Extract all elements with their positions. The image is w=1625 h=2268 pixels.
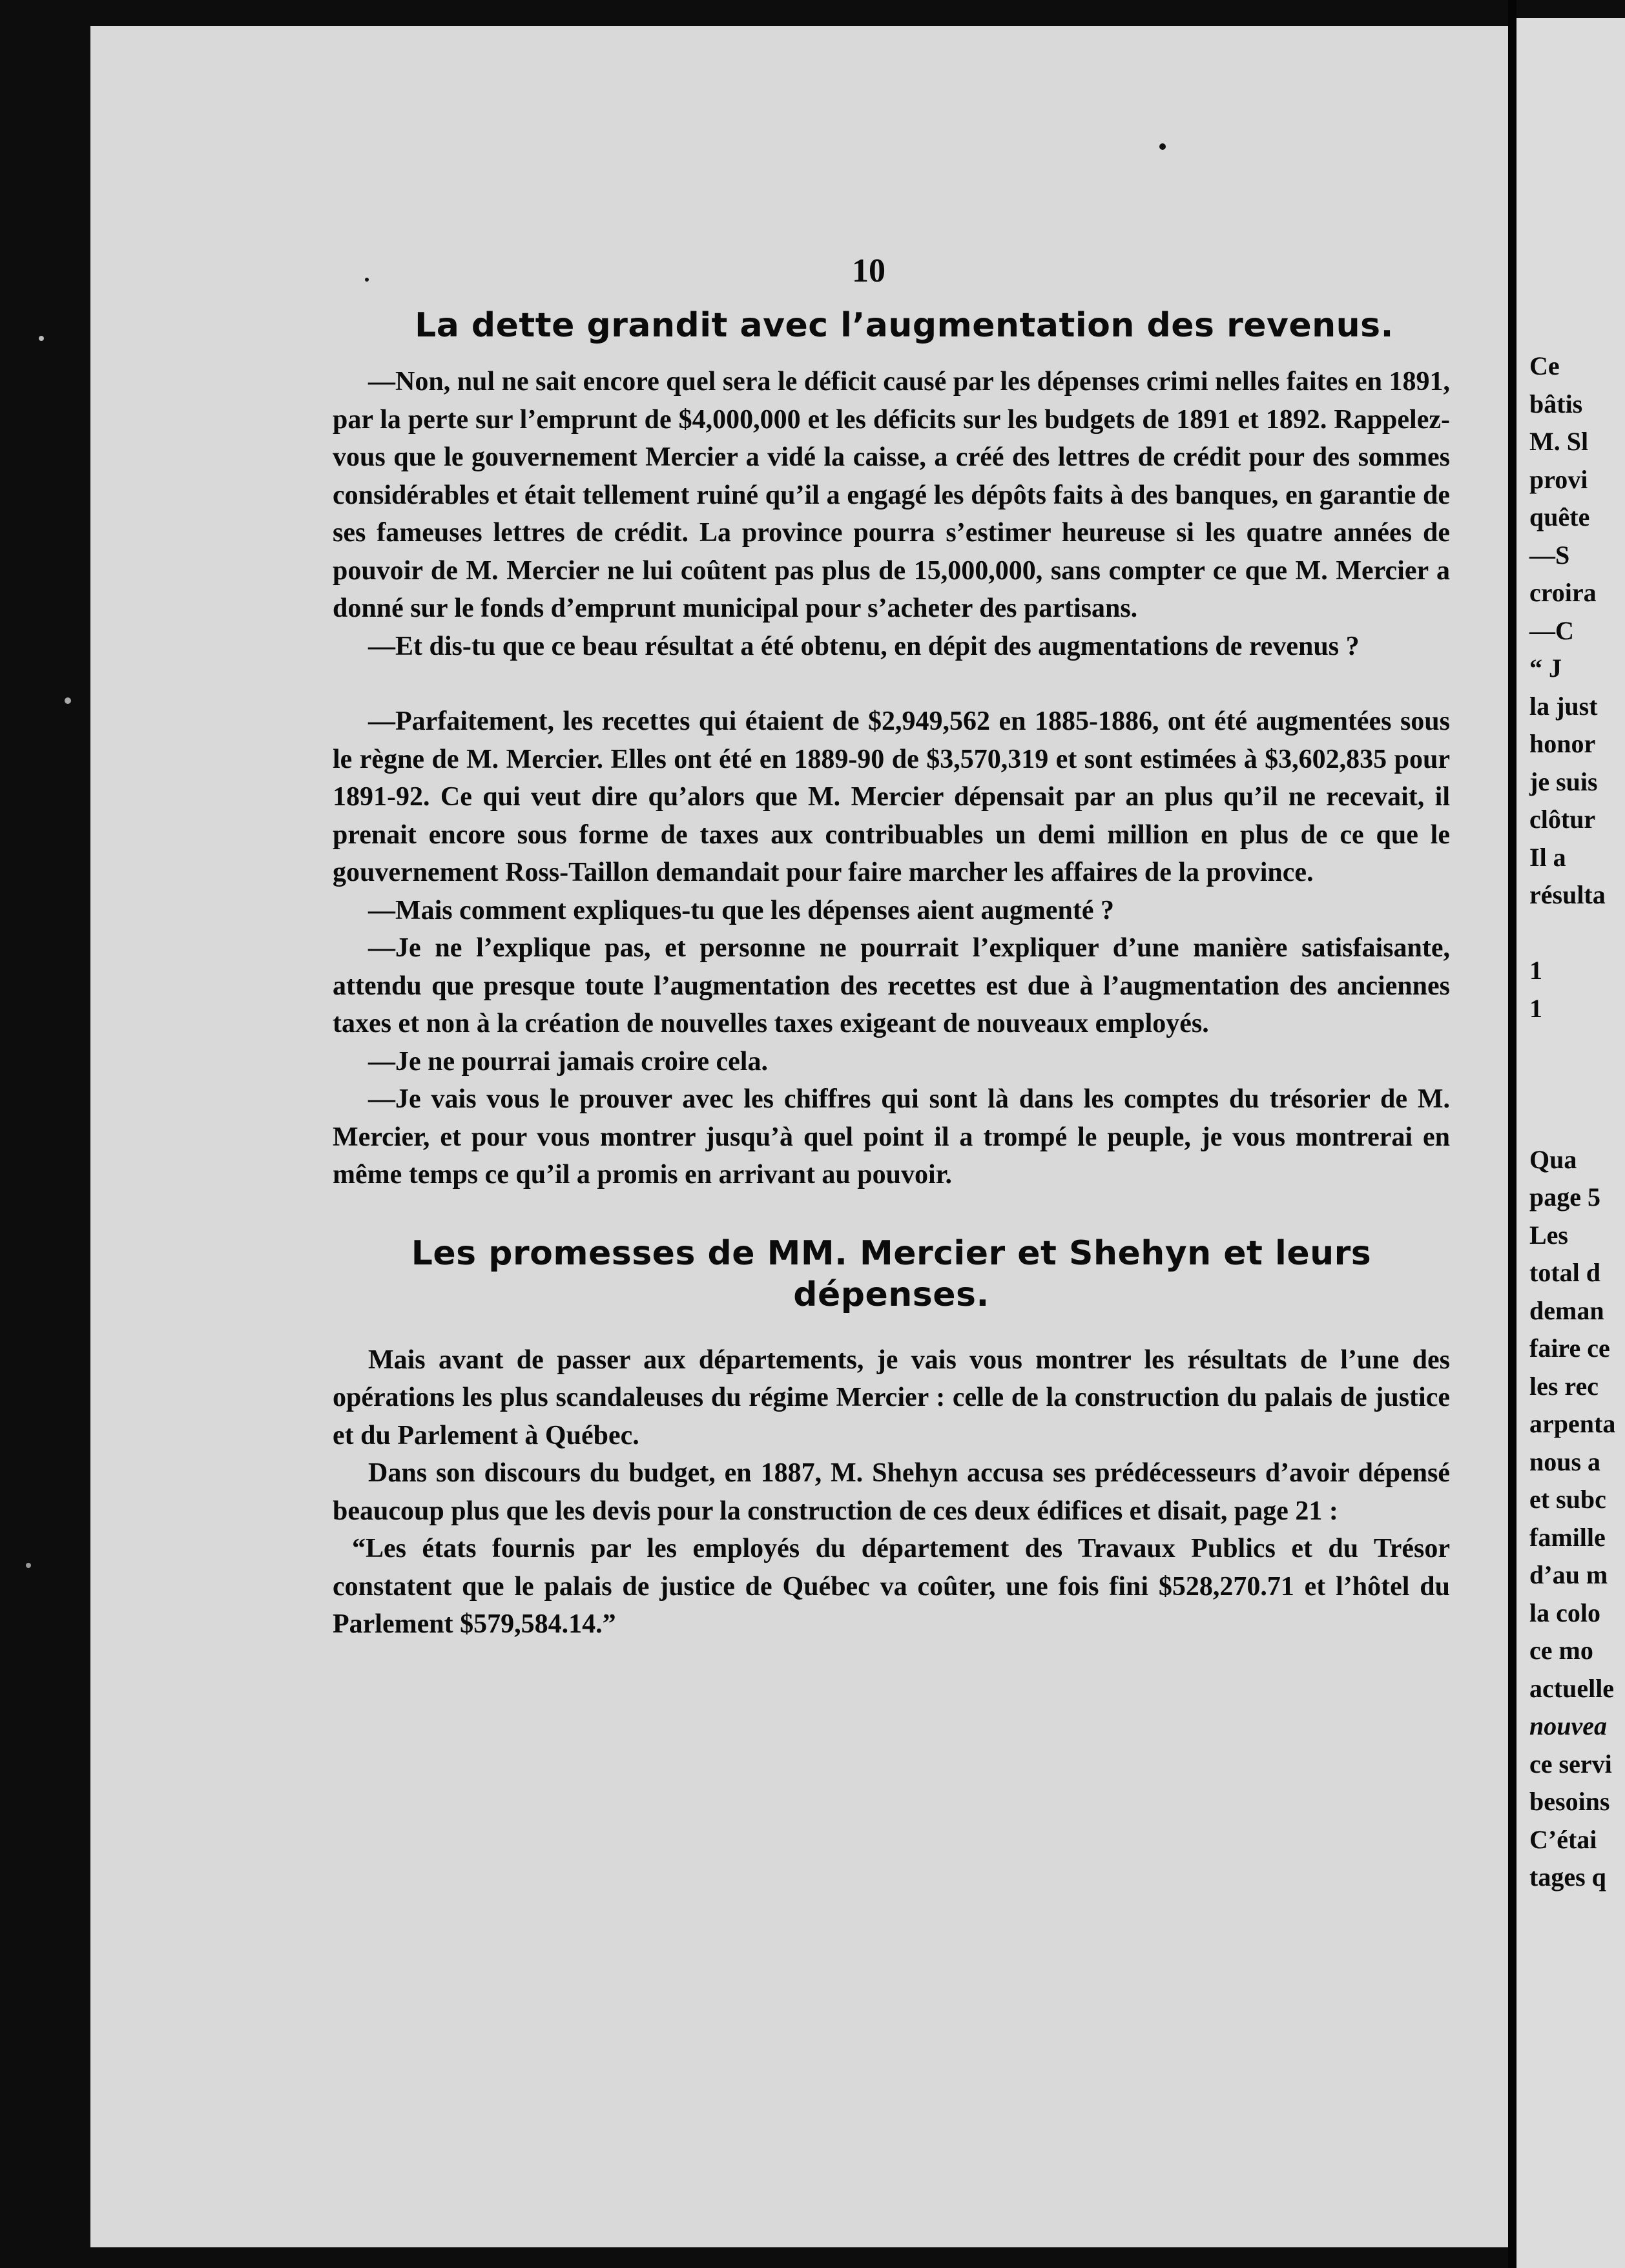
dust-speck [39, 336, 44, 341]
paragraph: —Et dis-tu que ce beau résultat a été obtenu, en dépit des augmentations de revenus ? [368, 631, 1360, 661]
dust-speck [65, 697, 71, 704]
dust-speck [26, 1563, 31, 1568]
adjacent-page-fragment: actuelle [1529, 1673, 1615, 1703]
adjacent-page-fragment: la colo [1529, 1598, 1600, 1627]
adjacent-page-fragment: Les [1529, 1220, 1568, 1250]
adjacent-page-fragment: C’étai [1529, 1824, 1597, 1854]
adjacent-page-fragment: arpenta [1529, 1409, 1616, 1438]
adjacent-page-fragment: ce servi [1529, 1749, 1612, 1778]
adjacent-page-fragment: tages q [1529, 1862, 1606, 1892]
adjacent-page-fragment: M. Sl [1529, 427, 1589, 456]
adjacent-page-fragment: la just [1529, 691, 1598, 721]
adjacent-page-fragment: quête [1529, 502, 1590, 531]
paragraph: Mais avant de passer aux départements, je vais vous montrer les résultats de l’une des opérations les plus scandaleuses du régime Mercier : celle de la construction du palais de justice et du Parlement à Québec. [333, 1345, 1450, 1450]
adjacent-page-fragment: Il a [1529, 842, 1566, 872]
adjacent-page-fragment: résulta [1529, 880, 1606, 909]
adjacent-page-fragment: page 5 [1529, 1182, 1600, 1211]
adjacent-page-fragment: 1 [1529, 993, 1542, 1023]
adjacent-page-fragment: nous a [1529, 1447, 1601, 1476]
page-gutter [1508, 0, 1516, 2268]
section-title-debt: La dette grandit avec l’augmentation des revenus. [415, 306, 1394, 345]
adjacent-page-fragment: croira [1529, 578, 1597, 607]
adjacent-page-fragment: les rec [1529, 1371, 1599, 1401]
adjacent-page-fragment: —C [1529, 615, 1574, 645]
adjacent-page-fragment: nouvea [1529, 1711, 1607, 1740]
paragraph: —Je vais vous le prouver avec les chiffres qui sont là dans les comptes du trésorier de M. Mercier, et pour vous montrer jusqu’à quel point il a trompé le peuple, je vous montrerai en même temps ce qu’il a promis en arrivant au pouvoir. [333, 1084, 1450, 1190]
paragraph: —Non, nul ne sait encore quel sera le déficit causé par les dépenses crimi nelles faites en 1891, par la perte sur l’emprunt de $4,000,000 et les déficits sur les budgets de 1891 et 1892. Rappelez-vous que le gouvernement Mercier a vidé la caisse, a créé des lettres de crédit pour des sommes considérables et était tellement ruiné qu’il a engagé les dépôts faits à des banques, en garantie de ses fameuses lettres de crédit. La province pourra s’estimer heureuse si les quatre années de pouvoir de M. Mercier ne lui coûtent pas plus de 15,000,000, sans compter ce que M. Mercier a donné sur le fonds d’emprunt municipal pour s’acheter des partisans. [333, 367, 1450, 623]
adjacent-page-fragment: total d [1529, 1258, 1600, 1287]
adjacent-page-fragment: ce mo [1529, 1636, 1593, 1665]
adjacent-page-fragment: honor [1529, 729, 1596, 758]
section-promises-body [333, 1341, 1450, 1644]
adjacent-page-fragment: provi [1529, 464, 1588, 494]
adjacent-page-fragment: —S [1529, 540, 1570, 570]
adjacent-page-fragment: deman [1529, 1295, 1604, 1325]
paragraph: —Je ne l’explique pas, et personne ne pourrait l’expliquer d’une manière satisfaisante, attendu que presque toute l’augmentation des recettes est due à l’augmentation des anciennes taxes et non à la création de nouvelles taxes exigeant de nouveaux employés. [333, 933, 1450, 1038]
paragraph: Dans son discours du budget, en 1887, M. Shehyn accusa ses prédécesseurs d’avoir dépensé beaucoup plus que les devis pour la construction de ces deux édifices et disait, page 21 : [333, 1458, 1450, 1526]
section-debt-body [333, 363, 1450, 1194]
adjacent-page-fragment: 1 [1529, 956, 1542, 985]
dust-speck [1159, 143, 1166, 150]
paragraph: —Je ne pourrai jamais croire cela. [368, 1046, 768, 1077]
adjacent-page-fragment: et subc [1529, 1485, 1606, 1514]
adjacent-page-fragment: bâtis [1529, 389, 1583, 418]
page-number: 10 [852, 253, 885, 289]
adjacent-page-fragment: clôtur [1529, 805, 1596, 834]
adjacent-page-fragment: besoins [1529, 1787, 1610, 1816]
section-title-promises: Les promesses de MM. Mercier et Shehyn et leurs dépenses. [411, 1233, 1372, 1314]
adjacent-page-fragment: d’au m [1529, 1560, 1608, 1589]
quotation: “Les états fournis par les employés du département des Travaux Publics et du Trésor constatent que le palais de justice de Québec va coûter, une fois fini $528,270.71 et l’hôtel du Parlement $579,584.14.” [333, 1534, 1450, 1639]
adjacent-page-fragment: Qua [1529, 1144, 1577, 1174]
adjacent-page-fragment: faire ce [1529, 1334, 1610, 1363]
adjacent-page-fragment: Ce [1529, 351, 1560, 380]
adjacent-page-fragment: “ J [1529, 654, 1562, 683]
paragraph: —Mais comment expliques-tu que les dépenses aient augmenté ? [368, 895, 1114, 925]
adjacent-page-edge [1516, 18, 1625, 2268]
adjacent-page-fragment: je suis [1529, 767, 1598, 796]
paragraph: —Parfaitement, les recettes qui étaient de $2,949,562 en 1885-1886, ont été augmentées sous le règne de M. Mercier. Elles ont été en 1889-90 de $3,570,319 et sont estimées à $3,602,835 pour 1891-92. Ce qui veut dire qu’alors que M. Mercier dépensait par an plus qu’il ne recevait, il prenait encore sous forme de taxes aux contribuables un demi million en plus de ce que le gouvernement Ross-Taillon demandait pour faire marcher les affaires de la province. [333, 706, 1450, 887]
page-content [333, 245, 1450, 1644]
adjacent-page-fragment: famille [1529, 1522, 1606, 1552]
